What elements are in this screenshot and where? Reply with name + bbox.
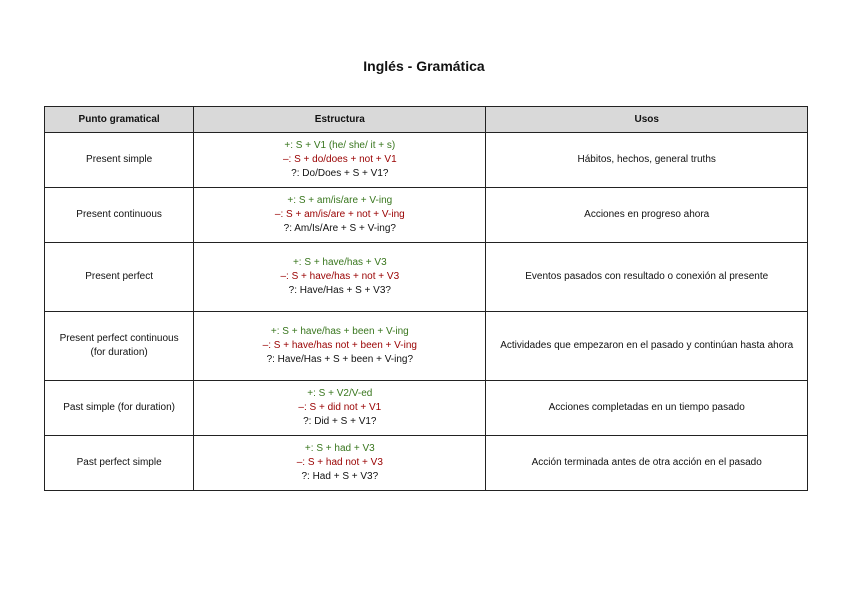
table-row — [45, 133, 808, 188]
uses-cell: Acciones completadas en un tiempo pasado — [486, 381, 808, 436]
header-estructura: Estructura — [194, 107, 486, 133]
positive-form: +: S + V1 (he/ she/ it + s) — [284, 140, 396, 151]
header-usos: Usos — [486, 107, 808, 133]
grammar-point: Past simple (for duration) — [45, 381, 194, 436]
uses-cell: Hábitos, hechos, general truths — [486, 133, 808, 188]
question-form: ?: Do/Does + S + V1? — [291, 168, 389, 179]
positive-form: +: S + had + V3 — [304, 443, 375, 454]
question-form: ?: Am/Is/Are + S + V-ing? — [283, 223, 396, 234]
structure-cell — [194, 188, 486, 243]
grammar-point: Present simple — [45, 133, 194, 188]
negative-form: –: S + did not + V1 — [298, 402, 382, 413]
question-form: ?: Have/Has + S + been + V-ing? — [266, 354, 414, 365]
negative-form: –: S + do/does + not + V1 — [282, 154, 397, 165]
positive-form: +: S + V2/V-ed — [307, 388, 373, 399]
negative-form: –: S + have/has + not + V3 — [280, 271, 400, 282]
table-header-row — [45, 107, 808, 133]
negative-form: –: S + have/has not + been + V-ing — [262, 340, 417, 351]
positive-form: +: S + have/has + V3 — [292, 257, 387, 268]
negative-form: –: S + had not + V3 — [296, 457, 383, 468]
table-row — [45, 381, 808, 436]
uses-cell: Eventos pasados con resultado o conexión al presente — [486, 243, 808, 312]
grammar-point: Past perfect simple — [45, 436, 194, 491]
table-row — [45, 243, 808, 312]
header-punto-gramatical: Punto gramatical — [45, 107, 194, 133]
structure-cell — [194, 381, 486, 436]
positive-form: +: S + am/is/are + V-ing — [287, 195, 393, 206]
uses-cell: Acción terminada antes de otra acción en el pasado — [486, 436, 808, 491]
table-row — [45, 436, 808, 491]
question-form: ?: Did + S + V1? — [303, 416, 377, 427]
grammar-point: Present perfect — [45, 243, 194, 312]
positive-form: +: S + have/has + been + V-ing — [270, 326, 409, 337]
structure-cell — [194, 243, 486, 312]
negative-form: –: S + am/is/are + not + V-ing — [274, 209, 405, 220]
uses-cell: Acciones en progreso ahora — [486, 188, 808, 243]
table-row — [45, 312, 808, 381]
document-title: Inglés - Gramática — [363, 58, 485, 74]
grammar-point: Present perfect continuous (for duration) — [45, 312, 194, 381]
question-form: ?: Have/Has + S + V3? — [288, 285, 391, 296]
structure-cell — [194, 312, 486, 381]
structure-cell — [194, 133, 486, 188]
question-form: ?: Had + S + V3? — [301, 471, 379, 482]
structure-cell — [194, 436, 486, 491]
uses-cell: Actividades que empezaron en el pasado y continúan hasta ahora — [486, 312, 808, 381]
table-row — [45, 188, 808, 243]
grammar-table — [44, 106, 808, 491]
grammar-point: Present continuous — [45, 188, 194, 243]
